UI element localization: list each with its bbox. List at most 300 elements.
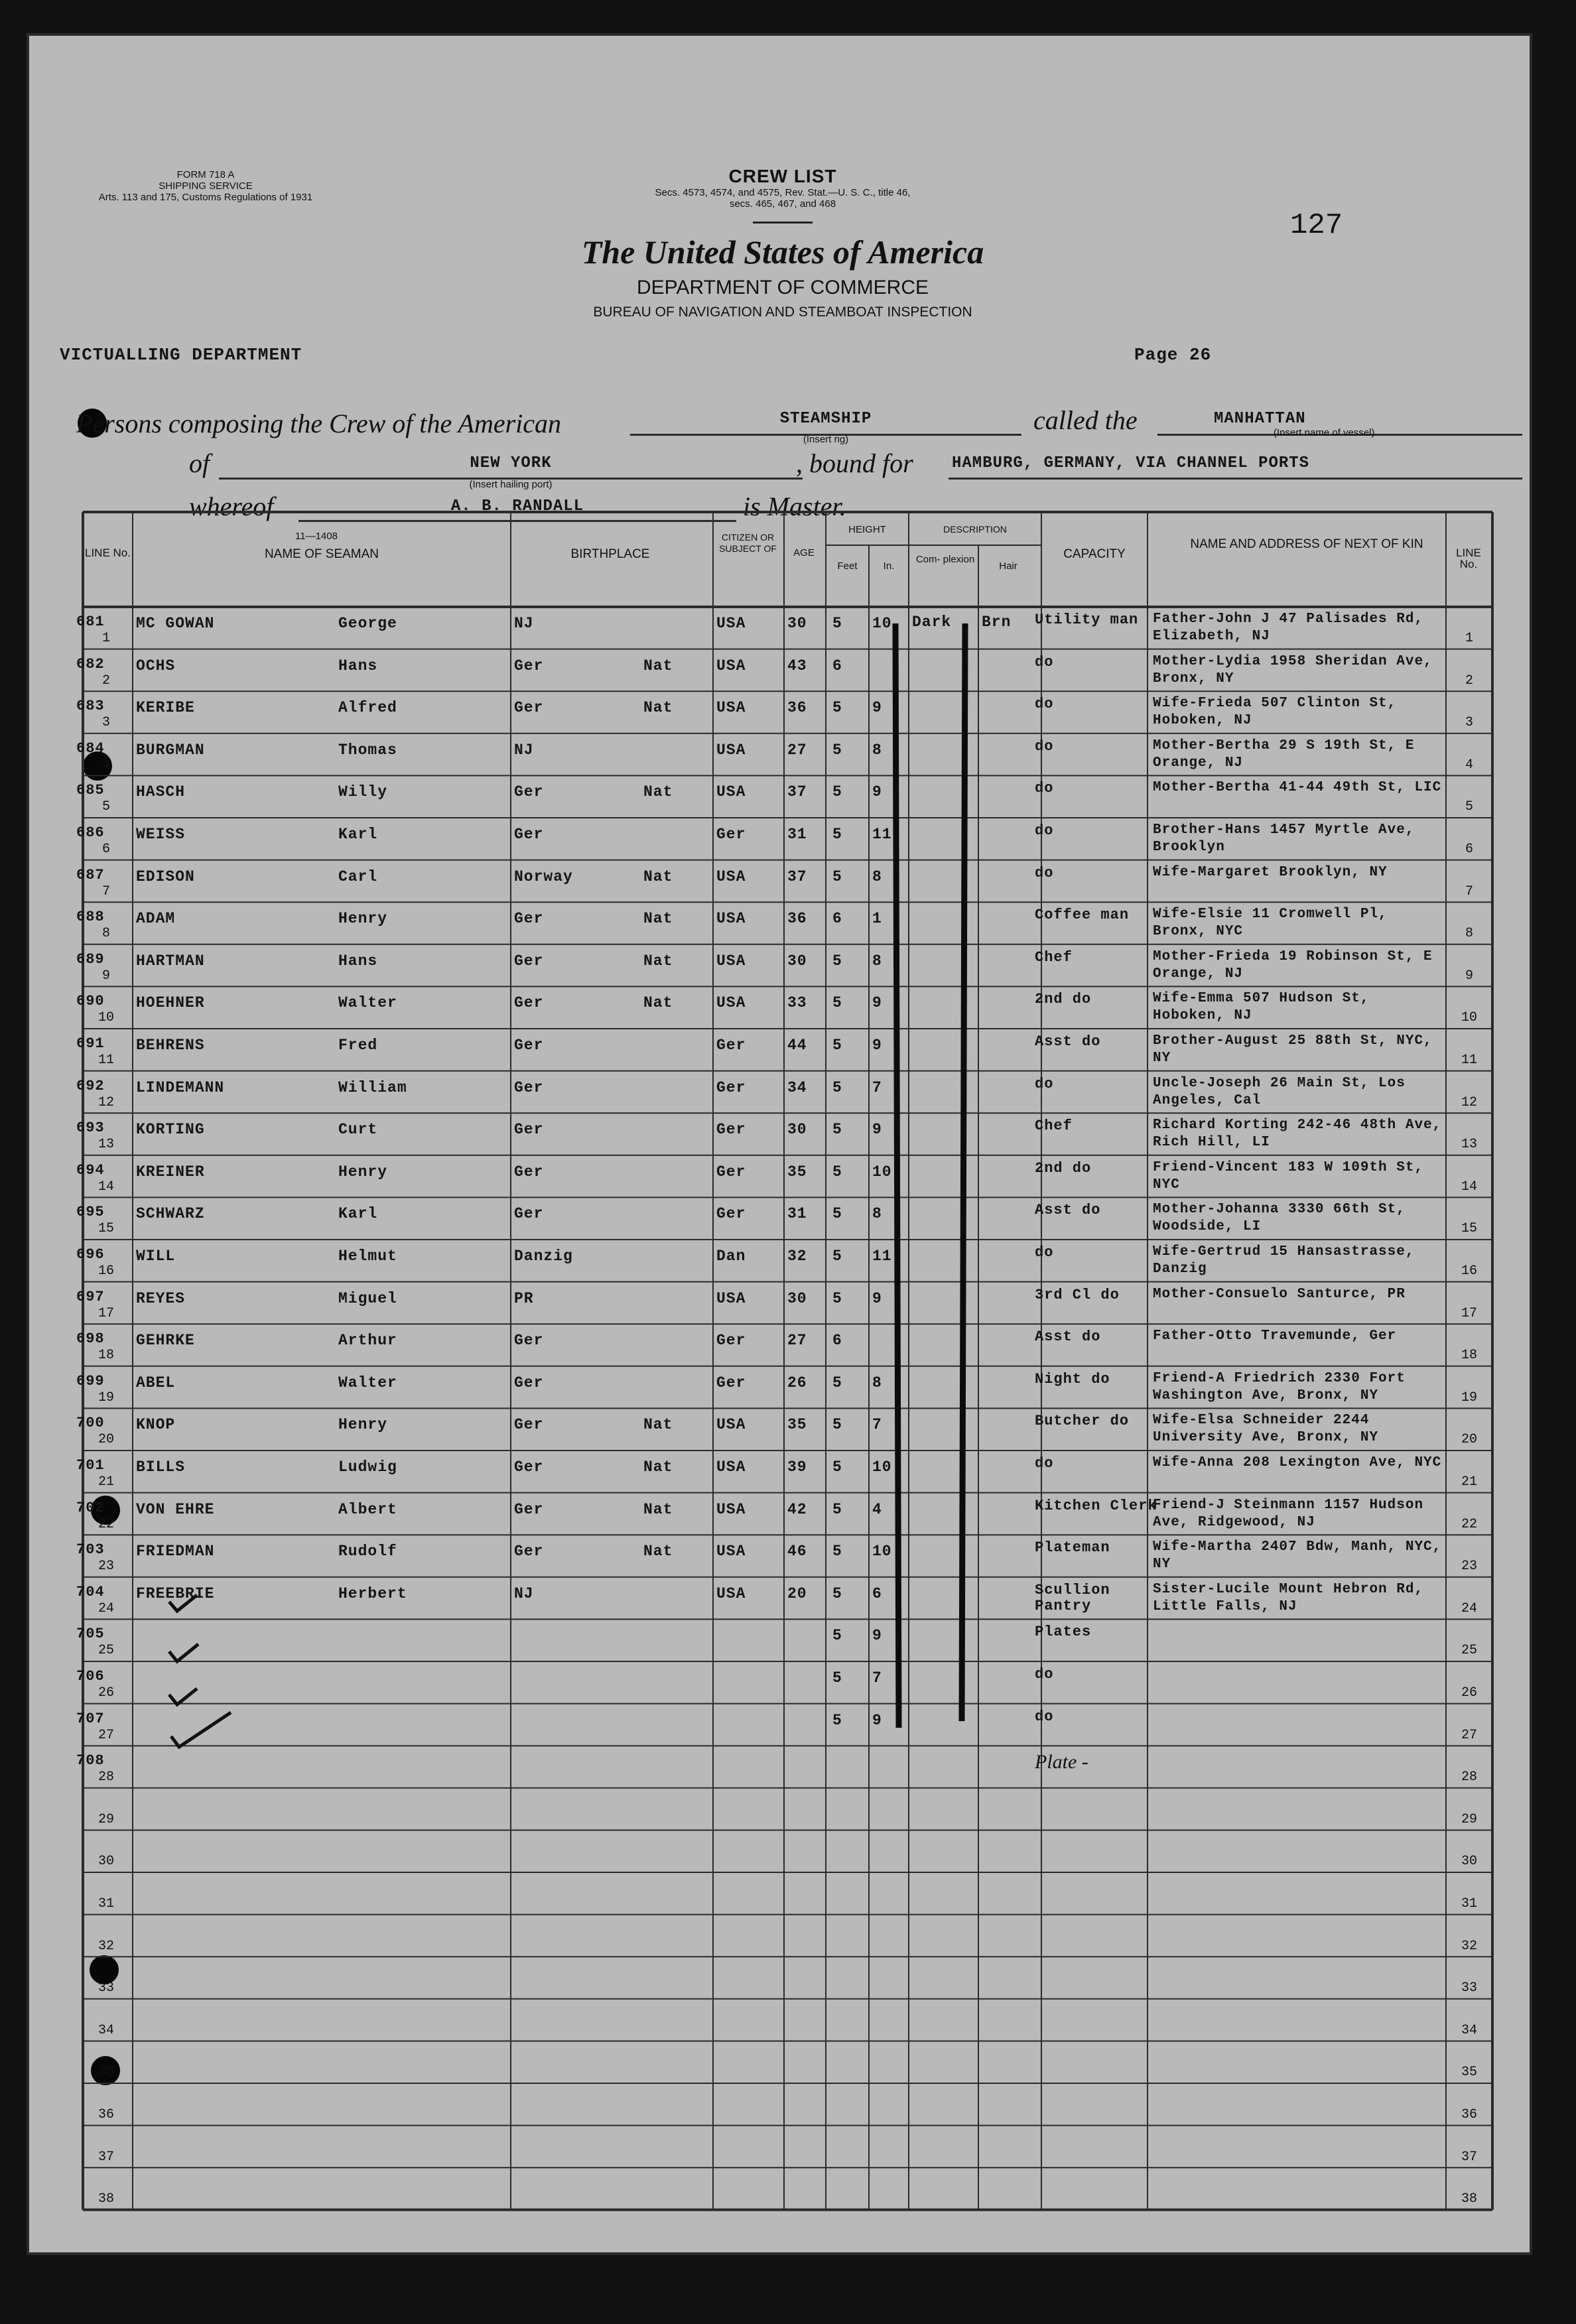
birthplace: Ger	[514, 1543, 544, 1561]
capacity: Asst do	[1035, 1329, 1101, 1346]
age: 44	[787, 1037, 807, 1054]
row-line-no-right: 27	[1461, 1727, 1477, 1743]
next-of-kin: Wife-Gertrud 15 Hansastrasse, Danzig	[1153, 1244, 1415, 1277]
next-of-kin: Uncle-Joseph 26 Main St, Los Angeles, Cal	[1153, 1075, 1406, 1108]
row-line-no: 13	[98, 1137, 114, 1153]
capacity: Plateman	[1035, 1540, 1110, 1557]
next-of-kin: Sister-Lucile Mount Hebron Rd, Little Falls, NJ	[1153, 1581, 1424, 1614]
row-serial: 695	[76, 1204, 105, 1221]
next-of-kin: Wife-Elsie 11 Cromwell Pl, Bronx, NYC	[1153, 907, 1388, 940]
naturalized: Nat	[643, 994, 673, 1012]
height-feet: 5	[832, 826, 842, 843]
seaman-given-name: William	[338, 1078, 407, 1096]
row-line-no-right: 15	[1461, 1221, 1477, 1237]
birthplace: Ger	[514, 1163, 544, 1181]
row-line-no-right: 13	[1461, 1137, 1477, 1153]
row-line-no-right: 3	[1465, 715, 1473, 731]
capacity: Coffee man	[1035, 907, 1130, 924]
height-feet: 5	[832, 952, 842, 970]
row-line-no-right: 35	[1461, 2065, 1477, 2081]
row-line-no-right: 30	[1461, 1854, 1477, 1870]
seaman-given-name: Hans	[338, 952, 378, 970]
row-line-no: 28	[98, 1770, 114, 1785]
row-line-no-right: 26	[1461, 1685, 1477, 1701]
citizenship: USA	[716, 741, 746, 759]
row-line-no: 24	[98, 1600, 114, 1616]
next-of-kin: Father-John J 47 Palisades Rd, Elizabeth, NJ	[1153, 612, 1424, 644]
row-serial: 697	[76, 1288, 105, 1305]
birthplace: Ger	[514, 1500, 544, 1518]
seaman-given-name: Curt	[338, 1121, 378, 1139]
height-feet: 5	[832, 1163, 842, 1181]
row-serial: 685	[76, 782, 105, 799]
row-serial: 704	[76, 1583, 105, 1600]
height-feet: 5	[832, 615, 842, 632]
row-line-no-right: 20	[1461, 1432, 1477, 1448]
citizenship: USA	[716, 615, 746, 632]
height-feet: 5	[832, 1037, 842, 1054]
birthplace: Ger	[514, 1205, 544, 1223]
birthplace: Ger	[514, 783, 544, 801]
row-line-no: 21	[98, 1474, 114, 1490]
naturalized: Nat	[643, 910, 673, 928]
capacity: Asst do	[1035, 1202, 1101, 1219]
row-line-no-right: 25	[1461, 1643, 1477, 1659]
seaman-given-name: Walter	[338, 994, 397, 1012]
seaman-given-name: Hans	[338, 657, 378, 675]
row-line-no: 34	[98, 2022, 114, 2038]
row-serial: 694	[76, 1161, 105, 1179]
height-inches: 9	[872, 1627, 882, 1645]
height-feet: 5	[832, 1543, 842, 1561]
department-heading: DEPARTMENT OF COMMERCE	[636, 277, 929, 298]
header-hair: Hair	[999, 560, 1018, 572]
age: 34	[787, 1078, 807, 1096]
seaman-surname: HOEHNER	[136, 994, 205, 1012]
seaman-given-name: George	[338, 615, 397, 632]
row-serial: 707	[76, 1710, 105, 1727]
row-serial: 701	[76, 1457, 105, 1474]
row-line-no: 32	[98, 1938, 114, 1954]
row-serial: 691	[76, 1035, 105, 1052]
capacity: Plate -	[1035, 1751, 1088, 1774]
row-line-no: 9	[101, 968, 110, 984]
form-code: 11—1408	[295, 531, 338, 542]
seaman-given-name: Helmut	[338, 1248, 397, 1265]
citizenship: USA	[716, 1500, 746, 1518]
row-serial: 688	[76, 909, 105, 926]
master-value: A. B. RANDALL	[450, 497, 584, 515]
height-inches: 8	[872, 952, 882, 970]
citizenship: USA	[716, 699, 746, 717]
age: 27	[787, 1332, 807, 1350]
row-line-no: 10	[98, 1010, 114, 1026]
birthplace: Ger	[514, 1458, 544, 1476]
seaman-given-name: Arthur	[338, 1332, 397, 1350]
age: 30	[787, 952, 807, 970]
seaman-surname: SCHWARZ	[136, 1205, 205, 1223]
next-of-kin: Mother-Johanna 3330 66th St, Woodside, LI	[1153, 1202, 1406, 1235]
row-line-no-right: 22	[1461, 1516, 1477, 1532]
age: 30	[787, 1121, 807, 1139]
row-line-no-right: 8	[1465, 926, 1473, 942]
height-inches: 9	[872, 1121, 882, 1139]
row-line-no: 8	[101, 926, 110, 942]
row-serial: 702	[76, 1499, 105, 1516]
row-serial: 698	[76, 1330, 105, 1348]
age: 26	[787, 1374, 807, 1391]
age: 39	[787, 1458, 807, 1476]
seaman-given-name: Miguel	[338, 1289, 397, 1307]
complexion: Dark	[912, 613, 952, 631]
height-inches: 9	[872, 699, 882, 717]
row-line-no-right: 37	[1461, 2149, 1477, 2165]
row-line-no: 6	[101, 842, 110, 857]
header-birthplace: BIRTHPLACE	[570, 547, 650, 561]
row-serial: 699	[76, 1372, 105, 1389]
bureau-heading: BUREAU OF NAVIGATION AND STEAMBOAT INSPECTION	[593, 304, 972, 320]
row-serial: 700	[76, 1415, 105, 1432]
row-serial: 703	[76, 1541, 105, 1559]
height-feet: 5	[832, 1711, 842, 1729]
height-inches: 9	[872, 783, 882, 801]
capacity: do	[1035, 1245, 1054, 1261]
next-of-kin: Wife-Martha 2407 Bdw, Manh, NYC, NY	[1153, 1539, 1442, 1573]
capacity: 2nd do	[1035, 1160, 1092, 1177]
called-the-label: called the	[1033, 405, 1138, 435]
height-feet: 5	[832, 699, 842, 717]
height-feet: 5	[832, 994, 842, 1012]
naturalized: Nat	[643, 1500, 673, 1518]
form-service: SHIPPING SERVICE	[159, 180, 253, 192]
vessel-caption: (Insert name of vessel)	[1274, 427, 1375, 438]
next-of-kin: Brother-Hans 1457 Myrtle Ave, Brooklyn	[1153, 822, 1415, 855]
row-serial: 696	[76, 1246, 105, 1263]
seaman-given-name: Henry	[338, 1163, 388, 1181]
row-serial: 693	[76, 1120, 105, 1137]
row-line-no-right: 18	[1461, 1348, 1477, 1364]
row-line-no: 17	[98, 1305, 114, 1321]
header-line-no-right: LINE No.	[1456, 547, 1481, 570]
citizenship: USA	[716, 994, 746, 1012]
birthplace: Ger	[514, 1416, 544, 1434]
seaman-given-name: Ludwig	[338, 1458, 397, 1476]
home-port-caption: (Insert hailing port)	[469, 479, 553, 490]
height-inches: 7	[872, 1416, 882, 1434]
next-of-kin: Brother-August 25 88th St, NYC, NY	[1153, 1033, 1433, 1066]
next-of-kin: Mother-Bertha 41-44 49th St, LIC	[1153, 780, 1442, 796]
birthplace: Ger	[514, 1374, 544, 1391]
age: 35	[787, 1416, 807, 1434]
header-description: DESCRIPTION	[943, 524, 1007, 535]
row-line-no: 31	[98, 1896, 114, 1911]
age: 30	[787, 615, 807, 632]
row-line-no-right: 6	[1465, 842, 1473, 857]
header-citizen: CITIZEN OR SUBJECT OF	[719, 532, 777, 554]
citizenship: Ger	[716, 1037, 746, 1054]
birthplace: NJ	[514, 615, 534, 632]
next-of-kin: Mother-Bertha 29 S 19th St, E Orange, NJ	[1153, 738, 1415, 771]
row-line-no-right: 9	[1465, 968, 1473, 984]
row-line-no-right: 17	[1461, 1305, 1477, 1321]
citizenship: USA	[716, 1416, 746, 1434]
height-feet: 6	[832, 1332, 842, 1350]
row-line-no-right: 4	[1465, 757, 1473, 773]
row-line-no-right: 24	[1461, 1600, 1477, 1616]
header-name: NAME OF SEAMAN	[264, 547, 379, 561]
citizenship: Ger	[716, 826, 746, 843]
rig-value: STEAMSHIP	[779, 410, 872, 428]
capacity: do	[1035, 1709, 1054, 1725]
naturalized: Nat	[643, 1416, 673, 1434]
row-line-no: 35	[98, 2065, 114, 2081]
capacity: Kitchen Clerk	[1035, 1498, 1157, 1514]
row-line-no-right: 32	[1461, 1938, 1477, 1954]
birthplace: Ger	[514, 1037, 544, 1054]
whereof-label: whereof	[189, 491, 274, 521]
next-of-kin: Friend-Vincent 183 W 109th St, NYC	[1153, 1159, 1424, 1193]
height-inches: 9	[872, 1289, 882, 1307]
row-line-no: 23	[98, 1559, 114, 1575]
row-line-no-right: 5	[1465, 799, 1473, 815]
height-inches: 8	[872, 1374, 882, 1391]
row-line-no-right: 29	[1461, 1811, 1477, 1827]
row-serial: 686	[76, 824, 105, 841]
seaman-surname: KERIBE	[136, 699, 195, 717]
age: 37	[787, 783, 807, 801]
birthplace: PR	[514, 1289, 534, 1307]
height-feet: 5	[832, 1289, 842, 1307]
next-of-kin: Friend-J Steinmann 1157 Hudson Ave, Ridgewood, NJ	[1153, 1497, 1424, 1530]
seaman-surname: HASCH	[136, 783, 186, 801]
row-line-no: 14	[98, 1179, 114, 1194]
seaman-surname: EDISON	[136, 868, 195, 885]
seaman-surname: FRIEDMAN	[136, 1543, 215, 1561]
citizenship: USA	[716, 910, 746, 928]
row-line-no: 33	[98, 1980, 114, 1996]
country-heading: The United States of America	[581, 233, 984, 271]
capacity: Chef	[1035, 949, 1073, 966]
row-line-no-right: 10	[1461, 1010, 1477, 1026]
naturalized: Nat	[643, 952, 673, 970]
header-age: AGE	[793, 547, 815, 558]
naturalized: Nat	[643, 699, 673, 717]
citizenship: USA	[716, 1543, 746, 1561]
seaman-surname: FREEBRIE	[136, 1584, 215, 1602]
header-feet: Feet	[837, 560, 858, 572]
citizenship: USA	[716, 783, 746, 801]
row-line-no: 30	[98, 1854, 114, 1870]
seaman-given-name: Henry	[338, 910, 388, 928]
row-line-no: 37	[98, 2149, 114, 2165]
height-feet: 5	[832, 1374, 842, 1391]
height-feet: 6	[832, 910, 842, 928]
capacity: Night do	[1035, 1371, 1110, 1388]
age: 31	[787, 826, 807, 843]
birthplace: Ger	[514, 657, 544, 675]
rig-caption: (Insert rig)	[803, 434, 849, 445]
age: 30	[787, 1289, 807, 1307]
citizenship: USA	[716, 1458, 746, 1476]
capacity: do	[1035, 1667, 1054, 1683]
row-line-no-right: 2	[1465, 673, 1473, 688]
seaman-surname: KORTING	[136, 1121, 205, 1139]
age: 33	[787, 994, 807, 1012]
next-of-kin: Wife-Anna 208 Lexington Ave, NYC	[1153, 1455, 1442, 1470]
birthplace: Ger	[514, 1078, 544, 1096]
seaman-given-name: Alfred	[338, 699, 397, 717]
next-of-kin: Father-Otto Travemunde, Ger	[1153, 1328, 1397, 1344]
height-inches: 6	[872, 1584, 882, 1602]
citizenship: Ger	[716, 1374, 746, 1391]
naturalized: Nat	[643, 783, 673, 801]
height-feet: 5	[832, 1205, 842, 1223]
height-inches: 9	[872, 994, 882, 1012]
next-of-kin: Wife-Frieda 507 Clinton St, Hoboken, NJ	[1153, 696, 1397, 729]
row-serial: 692	[76, 1077, 105, 1094]
row-serial: 689	[76, 950, 105, 968]
preamble-text: Persons composing the Crew of the American	[76, 409, 562, 438]
row-line-no: 38	[98, 2191, 114, 2207]
next-of-kin: Mother-Consuelo Santurce, PR	[1153, 1286, 1406, 1302]
seaman-given-name: Karl	[338, 1205, 378, 1223]
birthplace: Ger	[514, 1121, 544, 1139]
height-feet: 5	[832, 1248, 842, 1265]
age: 43	[787, 657, 807, 675]
row-line-no-right: 21	[1461, 1474, 1477, 1490]
seaman-surname: KNOP	[136, 1416, 176, 1434]
height-inches: 9	[872, 1711, 882, 1729]
header-next-of-kin: NAME AND ADDRESS OF NEXT OF KIN	[1190, 537, 1423, 551]
row-line-no: 2	[101, 673, 110, 688]
height-inches: 8	[872, 868, 882, 885]
height-inches: 10	[872, 1458, 892, 1476]
next-of-kin: Mother-Frieda 19 Robinson St, E Orange, NJ	[1153, 948, 1433, 982]
capacity: do	[1035, 781, 1054, 797]
age: 36	[787, 699, 807, 717]
seaman-surname: OCHS	[136, 657, 176, 675]
height-inches: 8	[872, 741, 882, 759]
row-serial: 684	[76, 740, 105, 757]
seaman-surname: REYES	[136, 1289, 186, 1307]
birthplace: Ger	[514, 952, 544, 970]
birthplace: Norway	[514, 868, 573, 885]
age: 27	[787, 741, 807, 759]
row-line-no-right: 1	[1465, 631, 1473, 646]
height-inches: 4	[872, 1500, 882, 1518]
row-line-no: 18	[98, 1348, 114, 1364]
row-serial: 687	[76, 866, 105, 883]
height-feet: 5	[832, 1121, 842, 1139]
age: 46	[787, 1543, 807, 1561]
naturalized: Nat	[643, 1543, 673, 1561]
height-inches: 10	[872, 1163, 892, 1181]
seaman-surname: ABEL	[136, 1374, 176, 1391]
row-line-no: 7	[101, 883, 110, 899]
birthplace: Ger	[514, 910, 544, 928]
seaman-given-name: Herbert	[338, 1584, 407, 1602]
height-feet: 5	[832, 868, 842, 885]
height-feet: 5	[832, 1500, 842, 1518]
citizenship: Ger	[716, 1205, 746, 1223]
row-line-no: 20	[98, 1432, 114, 1448]
seaman-given-name: Thomas	[338, 741, 397, 759]
capacity: do	[1035, 738, 1054, 755]
next-of-kin: Richard Korting 242-46 48th Ave, Rich Hill, LI	[1153, 1118, 1442, 1151]
row-line-no: 1	[101, 631, 110, 646]
form-statutes-2: secs. 465, 467, and 468	[729, 198, 836, 210]
citizenship: USA	[716, 657, 746, 675]
row-serial: 705	[76, 1626, 105, 1643]
height-feet: 5	[832, 741, 842, 759]
citizenship: USA	[716, 1289, 746, 1307]
capacity: do	[1035, 865, 1054, 881]
capacity: Chef	[1035, 1118, 1073, 1135]
seaman-given-name: Carl	[338, 868, 378, 885]
citizenship: Ger	[716, 1121, 746, 1139]
vessel-value: MANHATTAN	[1214, 410, 1306, 428]
height-inches: 10	[872, 615, 892, 632]
seaman-given-name: Fred	[338, 1037, 378, 1054]
row-line-no-right: 14	[1461, 1179, 1477, 1194]
capacity: Plates	[1035, 1624, 1092, 1641]
row-line-no-right: 31	[1461, 1896, 1477, 1911]
header-capacity: CAPACITY	[1063, 547, 1126, 561]
row-line-no: 15	[98, 1221, 114, 1237]
row-serial: 708	[76, 1752, 105, 1770]
row-line-no-right: 11	[1461, 1053, 1477, 1068]
row-line-no: 25	[98, 1643, 114, 1659]
row-line-no: 22	[98, 1516, 114, 1532]
form-statutes: Secs. 4573, 4574, and 4575, Rev. Stat.—U. S. C., title 46,	[655, 187, 911, 198]
age: 37	[787, 868, 807, 885]
next-of-kin: Wife-Elsa Schneider 2244 University Ave, Bronx, NY	[1153, 1413, 1379, 1446]
row-line-no-right: 34	[1461, 2022, 1477, 2038]
height-feet: 5	[832, 1669, 842, 1687]
page-stamp: Page 26	[1134, 345, 1212, 365]
height-inches: 9	[872, 1037, 882, 1054]
department-stamp: VICTUALLING DEPARTMENT	[60, 345, 302, 365]
row-line-no-right: 28	[1461, 1770, 1477, 1785]
row-line-no-right: 36	[1461, 2107, 1477, 2122]
naturalized: Nat	[643, 868, 673, 885]
seaman-surname: KREINER	[136, 1163, 205, 1181]
seaman-surname: LINDEMANN	[136, 1078, 225, 1096]
age: 32	[787, 1248, 807, 1265]
header-complexion: Com- plexion	[915, 554, 975, 565]
capacity: do	[1035, 696, 1054, 713]
citizenship: Ger	[716, 1163, 746, 1181]
height-feet: 5	[832, 1416, 842, 1434]
seaman-surname: HARTMAN	[136, 952, 205, 970]
birthplace: NJ	[514, 1584, 534, 1602]
form-regulations: Arts. 113 and 175, Customs Regulations of 1931	[98, 192, 313, 203]
row-serial: 690	[76, 993, 105, 1010]
next-of-kin: Mother-Lydia 1958 Sheridan Ave, Bronx, NY	[1153, 653, 1433, 686]
seaman-surname: VON EHRE	[136, 1500, 215, 1518]
capacity: do	[1035, 1076, 1054, 1092]
row-line-no: 4	[101, 757, 110, 773]
row-line-no: 16	[98, 1263, 114, 1279]
destination-value: HAMBURG, GERMANY, VIA CHANNEL PORTS	[952, 454, 1310, 472]
row-line-no: 11	[98, 1053, 114, 1068]
row-line-no: 12	[98, 1094, 114, 1110]
row-line-no: 26	[98, 1685, 114, 1701]
form-number: FORM 718 A	[176, 169, 235, 180]
naturalized: Nat	[643, 1458, 673, 1476]
row-serial: 683	[76, 698, 105, 715]
capacity: do	[1035, 1456, 1054, 1472]
